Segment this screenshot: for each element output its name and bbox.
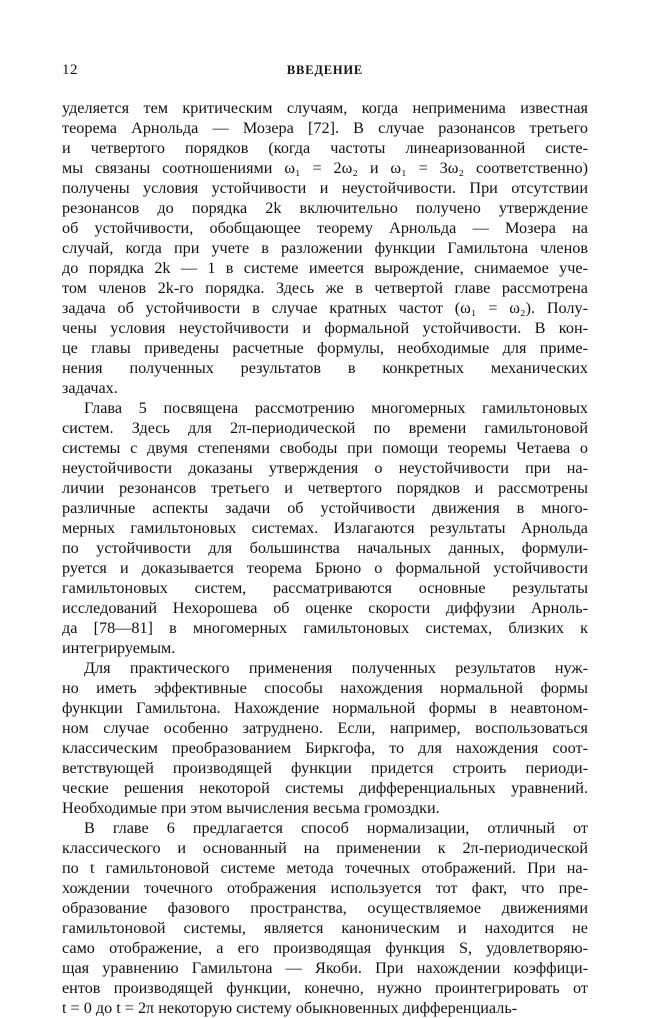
text-line: резонансов до порядка 2k включительно получено утверждение [62, 199, 588, 217]
paragraph [62, 98, 588, 398]
text-line: ентов производящей функции, конечно, нужно проинтегрировать от [62, 979, 588, 997]
text-line: различные аспекты задачи об устойчивости движения в много- [62, 499, 588, 517]
body-text [62, 98, 588, 1018]
text-line: личии резонансов третьего и четвертого порядков и рассмотрены [62, 479, 588, 497]
text-line: гамильтоновой системы, является каноническим и находится не [62, 919, 588, 937]
paragraph [62, 658, 588, 818]
text-line: Глава 5 посвящена рассмотрению многомерных гамильтоновых [84, 399, 588, 417]
text-line: неустойчивости доказаны утверждения о неустойчивости при на- [62, 459, 588, 477]
text-line: ветствующей производящей функции придется строить периоди- [62, 759, 588, 777]
text-line: случай, когда при учете в разложении функции Гамильтона членов [62, 239, 588, 257]
text-line: по устойчивости для большинства начальных данных, формули- [62, 539, 588, 557]
text-line: теорема Арнольда — Мозера [72]. В случае разонансов третьего [62, 119, 588, 137]
text-line: классического и основанный на применении к 2π-периодической [62, 839, 588, 857]
page-header [62, 62, 588, 82]
text-line: до порядка 2k — 1 в системе имеется вырождение, снимаемое уче- [62, 259, 588, 277]
text-line: функции Гамильтона. Нахождение нормальной формы в неавтоном- [62, 699, 588, 717]
text-line: интегрируемым. [62, 639, 176, 657]
page-number: 12 [62, 62, 78, 78]
text-line: образование фазового пространства, осуществляемое движениями [62, 899, 588, 917]
text-line: но иметь эффективные способы нахождения нормальной формы [62, 679, 588, 697]
text-line: получены условия устойчивости и неустойчивости. При отсутствии [62, 179, 588, 197]
text-line: ческие решения некоторой системы дифференциальных уравнений. [62, 779, 588, 797]
text-line: исследований Нехорошева об оценке скорости диффузии Арноль- [62, 599, 588, 617]
text-line: уделяется тем критическим случаям, когда неприменима известная [62, 99, 588, 117]
text-line: чены условия неустойчивости и формальной устойчивости. В кон- [62, 319, 588, 337]
text-line: и четвертого порядков (когда частоты линеаризованной систе- [62, 139, 588, 157]
text-line: щая уравнению Гамильтона — Якоби. При нахождении коэффици- [62, 959, 588, 977]
text-line: задачах. [62, 379, 118, 397]
text-line: Необходимые при этом вычисления весьма громоздки. [62, 799, 440, 817]
text-line: мы связаны соотношениями ω₁ = 2ω₂ и ω₁ = 3ω₂ соответственно) [62, 159, 588, 177]
text-line: руется и доказывается теорема Брюно о формальной устойчивости [62, 559, 588, 577]
text-line: t = 0 до t = 2π некоторую систему обыкновенных дифференциаль- [62, 999, 518, 1017]
text-line: да [78—81] в многомерных гамильтоновых системах, близких к [62, 619, 588, 637]
text-line: по t гамильтоновой системе метода точечных отображений. При на- [62, 859, 588, 877]
text-line: хождении точечного отображения используется тот факт, что пре- [62, 879, 588, 897]
text-line: гамильтоновых систем, рассматриваются основные результаты [62, 579, 588, 597]
text-line: це главы приведены расчетные формулы, необходимые для приме- [62, 339, 588, 357]
text-line: Для практического применения полученных результатов нуж- [84, 659, 588, 677]
text-line: задача об устойчивости в случае кратных частот (ω₁ = ω₂). Полу- [62, 299, 588, 317]
text-line: само отображение, а его производящая функция S, удовлетворяю- [62, 939, 588, 957]
text-line: систем. Здесь для 2π-периодической по времени гамильтоновой [62, 419, 588, 437]
text-line: системы с двумя степенями свободы при помощи теоремы Четаева о [62, 439, 588, 457]
paragraph [62, 398, 588, 658]
text-line: ном случае особенно затруднено. Если, например, воспользоваться [62, 719, 588, 737]
paragraph [62, 818, 588, 1018]
text-line: классическим преобразованием Биркгофа, то для нахождения соот- [62, 739, 588, 757]
text-line: нения полученных результатов в конкретных механических [62, 359, 588, 377]
running-title: ВВЕДЕНИЕ [286, 63, 364, 77]
text-line: мерных гамильтоновых системах. Излагаются результаты Арнольда [62, 519, 588, 537]
text-line: В главе 6 предлагается способ нормализации, отличный от [84, 819, 588, 837]
text-line: об устойчивости, обобщающее теорему Арнольда — Мозера на [62, 219, 588, 237]
text-line: том членов 2k-го порядка. Здесь же в четвертой главе рассмотрена [62, 279, 588, 297]
